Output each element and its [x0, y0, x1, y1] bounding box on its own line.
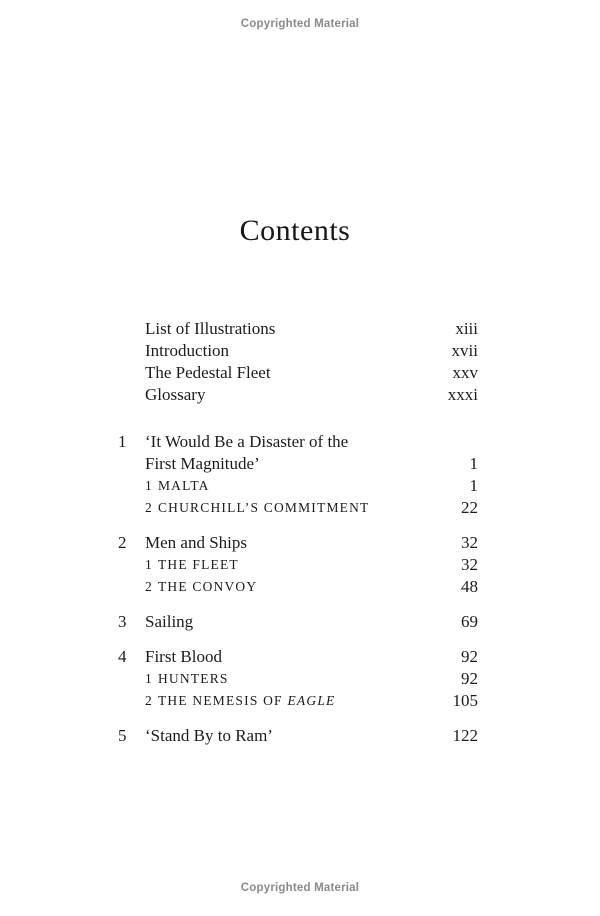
- page-number: 1: [469, 476, 478, 495]
- toc-entry-chapter: [118, 611, 478, 633]
- page-number: xvii: [451, 341, 478, 360]
- chapter-block: [118, 646, 478, 712]
- page-number: xiii: [455, 319, 478, 338]
- toc-entry-chapter: [118, 646, 478, 668]
- chapter-title: [145, 725, 453, 747]
- section-number: 1: [145, 557, 153, 572]
- toc-entry-chapter: [118, 532, 478, 554]
- chapter-block: [118, 431, 478, 519]
- section-title: CHURCHILL’S COMMITMENT: [157, 500, 370, 515]
- front-matter-list: [118, 318, 478, 406]
- toc-entry-section: [118, 690, 478, 712]
- section-label: [145, 554, 461, 576]
- chapter-number: 2: [118, 533, 127, 552]
- chapter-number: 1: [118, 432, 127, 451]
- chapter-title: [145, 611, 461, 633]
- page-number: 32: [461, 555, 478, 574]
- table-of-contents: [118, 318, 478, 747]
- section-label: [145, 668, 461, 690]
- chapter-list: [118, 431, 478, 747]
- toc-entry-section: [118, 668, 478, 690]
- chapter-title-line: Sailing: [145, 612, 194, 631]
- section-title: THE NEMESIS OF: [157, 693, 283, 708]
- page-number: xxxi: [447, 385, 478, 404]
- chapter-block: [118, 532, 478, 598]
- page-number: 22: [461, 498, 478, 517]
- page-number: 92: [461, 669, 478, 688]
- copyright-notice-top: Copyrighted Material: [240, 18, 360, 30]
- entry-label: Introduction: [145, 341, 230, 360]
- chapter-number: 5: [118, 726, 127, 745]
- toc-entry-section: [118, 554, 478, 576]
- toc-entry-section: [118, 576, 478, 598]
- chapter-title-line: ‘Stand By to Ram’: [145, 726, 273, 745]
- section-title: HUNTERS: [157, 671, 229, 686]
- chapter-title-line: First Magnitude’: [145, 454, 260, 473]
- section-number: 1: [145, 671, 153, 686]
- section-label: [145, 497, 461, 519]
- chapter-number: 3: [118, 612, 127, 631]
- section-label: [145, 475, 470, 497]
- ship-name-italic: EAGLE: [287, 693, 336, 708]
- page-number: 105: [452, 691, 478, 710]
- entry-label: Glossary: [145, 385, 206, 404]
- page-title: Contents: [239, 214, 351, 247]
- chapter-block: [118, 611, 478, 633]
- chapter-title-line: Men and Ships: [145, 533, 247, 552]
- chapter-number: 4: [118, 647, 127, 666]
- chapter-title: [145, 646, 461, 668]
- entry-label: The Pedestal Fleet: [145, 363, 271, 382]
- section-label: [145, 690, 453, 712]
- section-label: [145, 576, 461, 598]
- section-number: 2: [145, 500, 153, 515]
- page-number: 1: [469, 454, 478, 473]
- section-number: 1: [145, 478, 153, 493]
- page-number: 92: [461, 647, 478, 666]
- toc-entry-front-matter: [118, 340, 478, 362]
- section-title: MALTA: [157, 478, 210, 493]
- page-number: 122: [452, 726, 478, 745]
- chapter-block: [118, 725, 478, 747]
- toc-entry-front-matter: [118, 384, 478, 406]
- toc-entry-chapter: [118, 725, 478, 747]
- section-number: 2: [145, 693, 153, 708]
- chapter-title-line: ‘It Would Be a Disaster of the: [145, 432, 349, 451]
- page-number: 32: [461, 533, 478, 552]
- page-number: xxv: [452, 363, 478, 382]
- chapter-title-line: First Blood: [145, 647, 222, 666]
- entry-label: List of Illustrations: [145, 319, 276, 338]
- section-title: THE CONVOY: [157, 579, 258, 594]
- section-number: 2: [145, 579, 153, 594]
- chapter-title: [145, 431, 470, 475]
- toc-entry-section: [118, 475, 478, 497]
- chapter-title: [145, 532, 461, 554]
- page-number: 69: [461, 612, 478, 631]
- toc-entry-section: [118, 497, 478, 519]
- section-title: THE FLEET: [157, 557, 239, 572]
- copyright-notice-bottom: Copyrighted Material: [240, 882, 360, 894]
- toc-entry-chapter: [118, 431, 478, 475]
- toc-entry-front-matter: [118, 362, 478, 384]
- toc-entry-front-matter: [118, 318, 478, 340]
- page-number: 48: [461, 577, 478, 596]
